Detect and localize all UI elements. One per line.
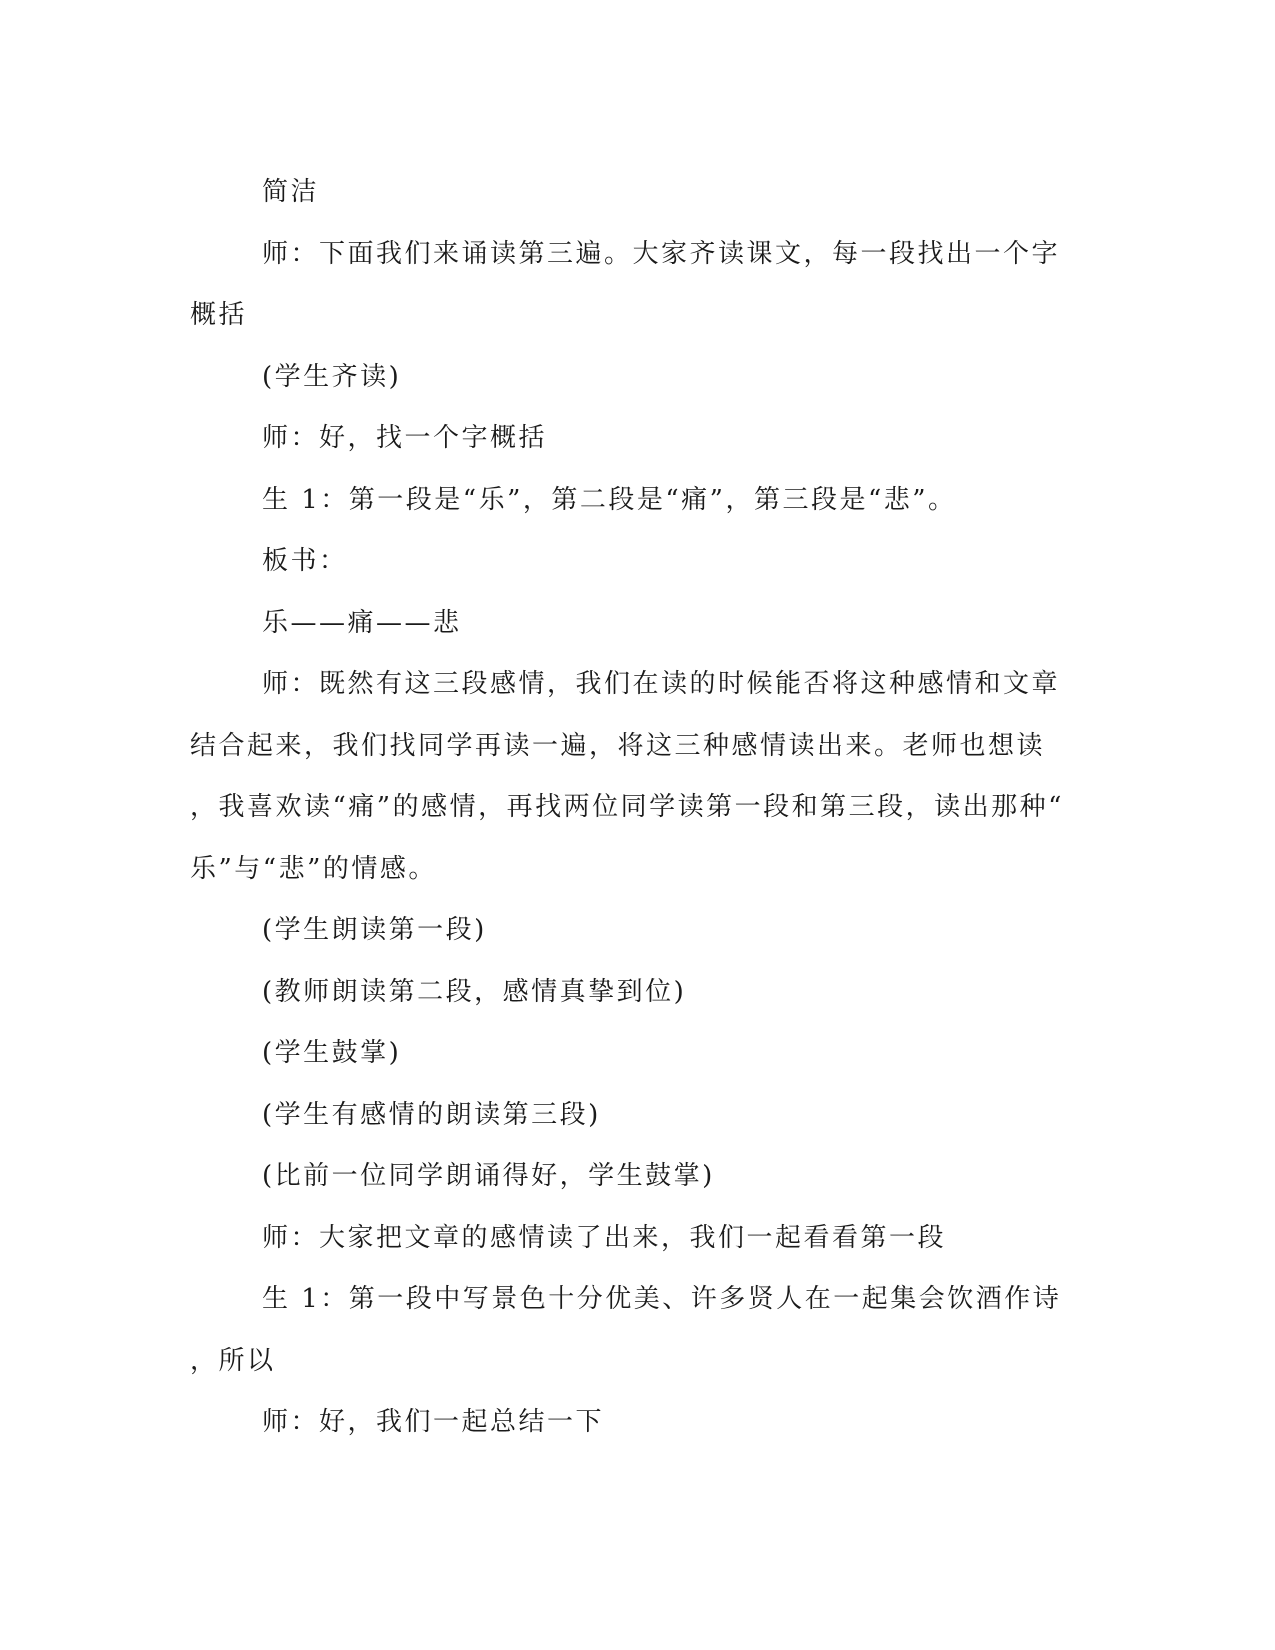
text-line: ，所以 [190,1345,276,1376]
text-line: 师：好，找一个字概括 [262,423,548,453]
text-line: 板书： [262,546,348,576]
text-line: 乐”与“悲”的情感。 [190,853,437,884]
text-line: 生 1：第一段是“乐”，第二段是“痛”，第三段是“悲”。 [262,484,957,515]
text-line: (学生有感情的朗读第三段) [262,1099,601,1130]
text-line: 师：好，我们一起总结一下 [262,1407,605,1437]
text-line: (教师朗读第二段，感情真挚到位) [262,976,687,1007]
text-line: (比前一位同学朗诵得好，学生鼓掌) [262,1161,715,1191]
text-line: (学生齐读) [262,361,402,392]
document-body [190,162,1080,1454]
text-line: 结合起来，我们找同学再读一遍，将这三种感情读出来。老师也想读 [190,730,1046,761]
text-line: 概括 [190,300,248,330]
text-line: (学生朗读第一段) [262,915,487,945]
text-line: ，我喜欢读“痛”的感情，再找两位同学读第一段和第三段，读出那种“ [190,792,1064,822]
text-line: 简洁 [262,177,320,207]
text-line: 师：既然有这三段感情，我们在读的时候能否将这种感情和文章 [262,669,1061,699]
text-line: 师：大家把文章的感情读了出来，我们一起看看第一段 [262,1222,947,1253]
text-line: (学生鼓掌) [262,1038,402,1068]
text-line: 乐——痛——悲 [262,607,462,638]
text-line: 生 1：第一段中写景色十分优美、许多贤人在一起集会饮酒作诗 [262,1284,1062,1314]
text-line: 师：下面我们来诵读第三遍。大家齐读课文，每一段找出一个字 [262,238,1061,269]
